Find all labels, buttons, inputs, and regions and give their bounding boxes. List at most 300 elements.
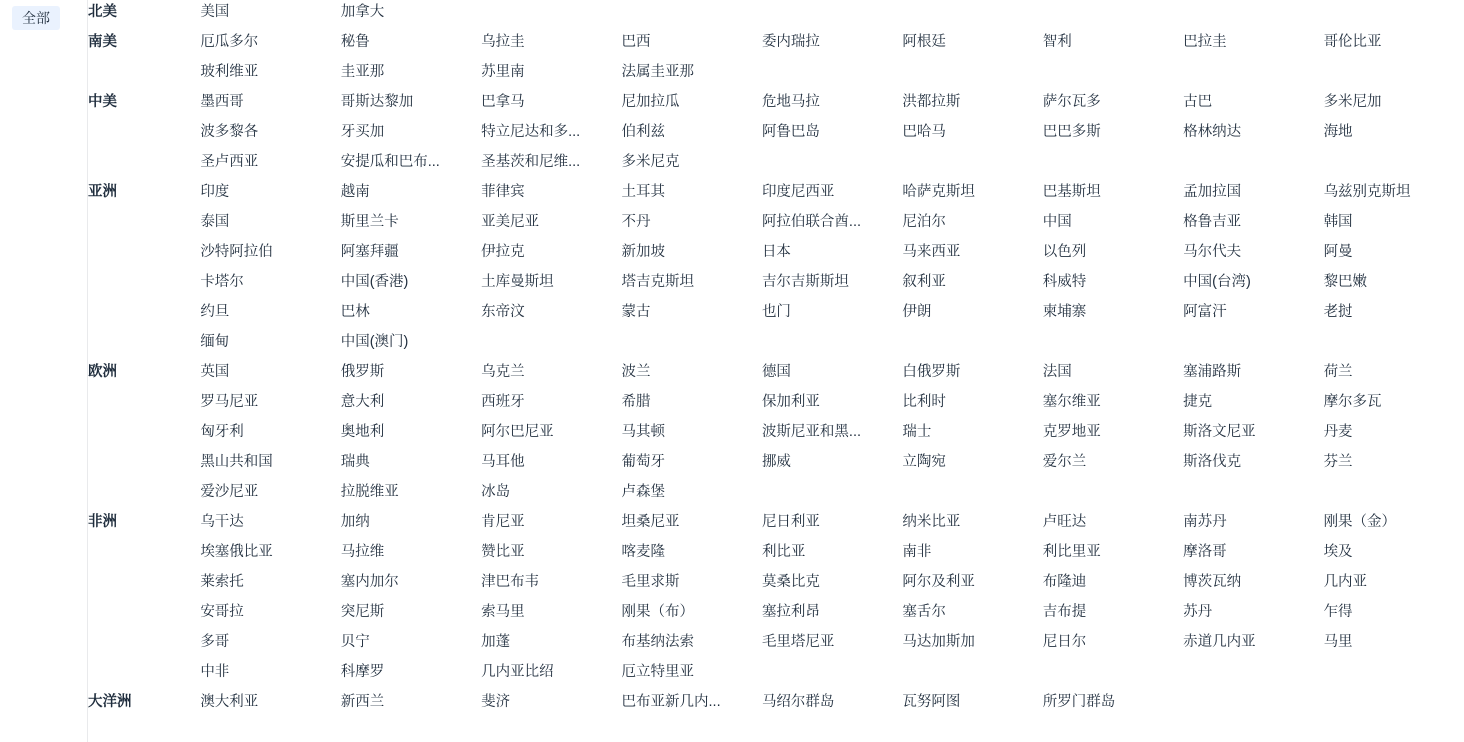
country-label[interactable]: 尼日尔 bbox=[1042, 634, 1087, 650]
country-label[interactable]: 克罗地亚 bbox=[1042, 424, 1101, 440]
country-cell[interactable] bbox=[622, 210, 762, 240]
country-cell[interactable] bbox=[481, 510, 621, 540]
country-cell[interactable] bbox=[902, 30, 1042, 60]
country-cell[interactable] bbox=[762, 180, 902, 210]
country-cell[interactable] bbox=[1324, 540, 1464, 570]
country-label[interactable]: 葡萄牙 bbox=[621, 454, 666, 470]
country-cell[interactable] bbox=[902, 510, 1042, 540]
country-label[interactable]: 巴林 bbox=[340, 304, 370, 320]
country-cell[interactable] bbox=[1183, 390, 1323, 420]
country-label[interactable]: 美国 bbox=[200, 4, 230, 20]
country-label[interactable]: 圣基茨和尼维... bbox=[481, 154, 581, 170]
country-label[interactable]: 塔吉克斯坦 bbox=[621, 274, 695, 290]
country-cell[interactable] bbox=[622, 660, 762, 690]
country-label[interactable]: 摩尔多瓦 bbox=[1323, 394, 1382, 410]
country-label[interactable]: 尼泊尔 bbox=[902, 214, 946, 230]
country-cell[interactable] bbox=[622, 180, 762, 210]
country-cell[interactable] bbox=[1183, 510, 1323, 540]
country-label[interactable]: 波多黎各 bbox=[200, 124, 259, 140]
country-label[interactable]: 赞比亚 bbox=[481, 544, 525, 560]
country-cell[interactable] bbox=[1183, 450, 1323, 480]
country-label[interactable]: 马绍尔群岛 bbox=[761, 694, 835, 710]
country-cell[interactable] bbox=[200, 450, 340, 480]
country-label[interactable]: 马来西亚 bbox=[902, 244, 961, 260]
country-label[interactable]: 缅甸 bbox=[200, 334, 230, 350]
country-label[interactable]: 圭亚那 bbox=[340, 64, 385, 80]
country-label[interactable]: 也门 bbox=[761, 304, 791, 320]
country-label[interactable]: 多米尼加 bbox=[1323, 94, 1382, 110]
country-label[interactable]: 希腊 bbox=[621, 394, 651, 410]
country-cell[interactable] bbox=[622, 240, 762, 270]
country-label[interactable]: 爱尔兰 bbox=[1042, 454, 1087, 470]
country-cell[interactable] bbox=[622, 390, 762, 420]
country-cell[interactable] bbox=[622, 480, 762, 510]
country-label[interactable]: 几内亚比绍 bbox=[481, 664, 554, 680]
country-label[interactable]: 俄罗斯 bbox=[340, 364, 385, 380]
country-cell[interactable] bbox=[902, 270, 1042, 300]
country-cell[interactable] bbox=[622, 30, 762, 60]
country-label[interactable]: 瑞典 bbox=[340, 454, 370, 470]
country-cell[interactable] bbox=[762, 300, 902, 330]
country-cell[interactable] bbox=[481, 390, 621, 420]
country-cell[interactable] bbox=[902, 210, 1042, 240]
country-cell[interactable] bbox=[481, 360, 621, 390]
country-label[interactable]: 阿塞拜疆 bbox=[340, 244, 399, 260]
country-label[interactable]: 法属圭亚那 bbox=[621, 64, 695, 80]
country-cell[interactable] bbox=[1324, 300, 1464, 330]
country-label[interactable]: 莫桑比克 bbox=[761, 574, 820, 590]
country-cell[interactable] bbox=[1324, 600, 1464, 630]
country-cell[interactable] bbox=[481, 90, 621, 120]
country-label[interactable]: 马达加斯加 bbox=[902, 634, 975, 650]
country-label[interactable]: 叙利亚 bbox=[902, 274, 946, 290]
country-cell[interactable] bbox=[481, 120, 621, 150]
country-label[interactable]: 特立尼达和多... bbox=[481, 124, 581, 140]
country-label[interactable]: 丹麦 bbox=[1323, 424, 1353, 440]
country-label[interactable]: 海地 bbox=[1323, 124, 1353, 140]
country-cell[interactable] bbox=[341, 330, 481, 360]
country-label[interactable]: 格鲁吉亚 bbox=[1183, 214, 1242, 230]
country-cell[interactable] bbox=[902, 240, 1042, 270]
country-label[interactable]: 墨西哥 bbox=[200, 94, 244, 110]
country-label[interactable]: 沙特阿拉伯 bbox=[200, 244, 273, 260]
country-cell[interactable] bbox=[762, 120, 902, 150]
country-label[interactable]: 马其顿 bbox=[621, 424, 666, 440]
country-cell[interactable] bbox=[1043, 270, 1183, 300]
country-label[interactable]: 中国(台湾) bbox=[1183, 274, 1251, 290]
country-cell[interactable] bbox=[1043, 420, 1183, 450]
country-cell[interactable] bbox=[1183, 600, 1323, 630]
country-label[interactable]: 阿尔及利亚 bbox=[902, 574, 975, 590]
country-label[interactable]: 博茨瓦纳 bbox=[1183, 574, 1242, 590]
country-label[interactable]: 毛里塔尼亚 bbox=[761, 634, 835, 650]
country-label[interactable]: 印度尼西亚 bbox=[761, 184, 835, 200]
country-label[interactable]: 阿根廷 bbox=[902, 34, 946, 50]
country-cell[interactable] bbox=[200, 570, 340, 600]
country-label[interactable]: 伯利兹 bbox=[621, 124, 666, 140]
country-label[interactable]: 斯洛文尼亚 bbox=[1183, 424, 1256, 440]
country-label[interactable]: 乌克兰 bbox=[481, 364, 525, 380]
country-cell[interactable] bbox=[622, 270, 762, 300]
country-cell[interactable] bbox=[1043, 90, 1183, 120]
country-label[interactable]: 伊朗 bbox=[902, 304, 932, 320]
country-cell[interactable] bbox=[762, 690, 902, 720]
country-label[interactable]: 所罗门群岛 bbox=[1042, 694, 1116, 710]
country-cell[interactable] bbox=[200, 330, 340, 360]
country-cell[interactable] bbox=[902, 90, 1042, 120]
country-cell[interactable] bbox=[762, 90, 902, 120]
country-cell[interactable] bbox=[200, 120, 340, 150]
country-cell[interactable] bbox=[1324, 90, 1464, 120]
country-cell[interactable] bbox=[341, 60, 481, 90]
country-label[interactable]: 马拉维 bbox=[340, 544, 385, 560]
country-cell[interactable] bbox=[200, 30, 340, 60]
country-label[interactable]: 秘鲁 bbox=[340, 34, 370, 50]
country-label[interactable]: 以色列 bbox=[1042, 244, 1087, 260]
country-label[interactable]: 瑞士 bbox=[902, 424, 932, 440]
country-label[interactable]: 马耳他 bbox=[481, 454, 525, 470]
country-cell[interactable] bbox=[341, 120, 481, 150]
country-cell[interactable] bbox=[902, 450, 1042, 480]
country-label[interactable]: 科威特 bbox=[1042, 274, 1087, 290]
country-cell[interactable] bbox=[1324, 240, 1464, 270]
country-label[interactable]: 巴西 bbox=[621, 34, 651, 50]
country-label[interactable]: 越南 bbox=[340, 184, 370, 200]
country-label[interactable]: 塞拉利昂 bbox=[761, 604, 820, 620]
country-label[interactable]: 突尼斯 bbox=[340, 604, 385, 620]
country-label[interactable]: 喀麦隆 bbox=[621, 544, 666, 560]
country-cell[interactable] bbox=[481, 150, 621, 180]
country-cell[interactable] bbox=[902, 180, 1042, 210]
country-label[interactable]: 波斯尼亚和黑... bbox=[761, 424, 862, 440]
country-label[interactable]: 波兰 bbox=[621, 364, 651, 380]
country-cell[interactable] bbox=[762, 540, 902, 570]
country-label[interactable]: 塞舌尔 bbox=[902, 604, 946, 620]
country-label[interactable]: 埃塞俄比亚 bbox=[200, 544, 273, 560]
country-cell[interactable] bbox=[1183, 570, 1323, 600]
country-cell[interactable] bbox=[341, 510, 481, 540]
country-label[interactable]: 澳大利亚 bbox=[200, 694, 259, 710]
country-cell[interactable] bbox=[902, 390, 1042, 420]
country-cell[interactable] bbox=[1183, 180, 1323, 210]
country-label[interactable]: 塞内加尔 bbox=[340, 574, 399, 590]
country-cell[interactable] bbox=[1183, 630, 1323, 660]
country-cell[interactable] bbox=[622, 150, 762, 180]
country-cell[interactable] bbox=[1043, 570, 1183, 600]
country-label[interactable]: 加纳 bbox=[340, 514, 370, 530]
country-label[interactable]: 索马里 bbox=[481, 604, 525, 620]
country-cell[interactable] bbox=[622, 300, 762, 330]
country-cell[interactable] bbox=[902, 420, 1042, 450]
country-cell[interactable] bbox=[200, 660, 340, 690]
country-cell[interactable] bbox=[481, 600, 621, 630]
country-cell[interactable] bbox=[762, 420, 902, 450]
country-cell[interactable] bbox=[341, 570, 481, 600]
country-label[interactable]: 罗马尼亚 bbox=[200, 394, 259, 410]
country-cell[interactable] bbox=[1183, 240, 1323, 270]
country-label[interactable]: 巴基斯坦 bbox=[1042, 184, 1101, 200]
country-cell[interactable] bbox=[622, 570, 762, 600]
country-label[interactable]: 拉脱维亚 bbox=[340, 484, 399, 500]
country-label[interactable]: 东帝汶 bbox=[481, 304, 525, 320]
country-label[interactable]: 黑山共和国 bbox=[200, 454, 273, 470]
country-cell[interactable] bbox=[622, 450, 762, 480]
country-label[interactable]: 乍得 bbox=[1323, 604, 1353, 620]
country-cell[interactable] bbox=[481, 570, 621, 600]
country-cell[interactable] bbox=[481, 660, 621, 690]
country-cell[interactable] bbox=[1324, 420, 1464, 450]
country-cell[interactable] bbox=[1043, 630, 1183, 660]
country-cell[interactable] bbox=[1043, 360, 1183, 390]
country-label[interactable]: 纳米比亚 bbox=[902, 514, 961, 530]
country-cell[interactable] bbox=[341, 450, 481, 480]
country-cell[interactable] bbox=[762, 30, 902, 60]
country-label[interactable]: 哈萨克斯坦 bbox=[902, 184, 975, 200]
country-cell[interactable] bbox=[1324, 30, 1464, 60]
country-cell[interactable] bbox=[762, 360, 902, 390]
country-cell[interactable] bbox=[1043, 30, 1183, 60]
country-label[interactable]: 利比亚 bbox=[761, 544, 806, 560]
country-label[interactable]: 阿曼 bbox=[1323, 244, 1353, 260]
country-label[interactable]: 厄瓜多尔 bbox=[200, 34, 259, 50]
country-label[interactable]: 瓦努阿图 bbox=[902, 694, 961, 710]
country-cell[interactable] bbox=[622, 690, 762, 720]
country-label[interactable]: 摩洛哥 bbox=[1183, 544, 1227, 560]
country-cell[interactable] bbox=[200, 480, 340, 510]
country-cell[interactable] bbox=[902, 630, 1042, 660]
country-label[interactable]: 德国 bbox=[761, 364, 791, 380]
country-cell[interactable] bbox=[762, 510, 902, 540]
country-cell[interactable] bbox=[1324, 120, 1464, 150]
country-cell[interactable] bbox=[341, 630, 481, 660]
country-label[interactable]: 莱索托 bbox=[200, 574, 244, 590]
country-cell[interactable] bbox=[341, 660, 481, 690]
country-cell[interactable] bbox=[902, 300, 1042, 330]
country-cell[interactable] bbox=[341, 30, 481, 60]
country-label[interactable]: 伊拉克 bbox=[481, 244, 525, 260]
country-label[interactable]: 卢旺达 bbox=[1042, 514, 1087, 530]
country-cell[interactable] bbox=[1324, 510, 1464, 540]
country-cell[interactable] bbox=[1043, 210, 1183, 240]
country-label[interactable]: 孟加拉国 bbox=[1183, 184, 1242, 200]
country-label[interactable]: 乌兹别克斯坦 bbox=[1323, 184, 1411, 200]
country-label[interactable]: 巴拉圭 bbox=[1183, 34, 1227, 50]
country-label[interactable]: 中国 bbox=[1042, 214, 1072, 230]
country-cell[interactable] bbox=[622, 60, 762, 90]
country-cell[interactable] bbox=[200, 60, 340, 90]
country-label[interactable]: 斐济 bbox=[481, 694, 511, 710]
country-cell[interactable] bbox=[622, 90, 762, 120]
country-label[interactable]: 荷兰 bbox=[1323, 364, 1353, 380]
country-label[interactable]: 毛里求斯 bbox=[621, 574, 680, 590]
country-cell[interactable] bbox=[762, 630, 902, 660]
country-label[interactable]: 苏丹 bbox=[1183, 604, 1213, 620]
country-label[interactable]: 法国 bbox=[1042, 364, 1072, 380]
country-cell[interactable] bbox=[1324, 630, 1464, 660]
country-cell[interactable] bbox=[341, 690, 481, 720]
country-cell[interactable] bbox=[481, 450, 621, 480]
country-cell[interactable] bbox=[341, 180, 481, 210]
country-label[interactable]: 尼加拉瓜 bbox=[621, 94, 680, 110]
country-cell[interactable] bbox=[1183, 120, 1323, 150]
country-label[interactable]: 津巴布韦 bbox=[481, 574, 540, 590]
country-label[interactable]: 奥地利 bbox=[340, 424, 385, 440]
country-cell[interactable] bbox=[481, 240, 621, 270]
country-label[interactable]: 立陶宛 bbox=[902, 454, 946, 470]
country-label[interactable]: 印度 bbox=[200, 184, 230, 200]
country-label[interactable]: 南非 bbox=[902, 544, 932, 560]
country-cell[interactable] bbox=[1324, 180, 1464, 210]
country-label[interactable]: 尼日利亚 bbox=[761, 514, 820, 530]
country-label[interactable]: 巴巴多斯 bbox=[1042, 124, 1101, 140]
country-label[interactable]: 马尔代夫 bbox=[1183, 244, 1242, 260]
country-label[interactable]: 新加坡 bbox=[621, 244, 666, 260]
country-label[interactable]: 日本 bbox=[761, 244, 791, 260]
country-cell[interactable] bbox=[762, 270, 902, 300]
country-cell[interactable] bbox=[1043, 390, 1183, 420]
country-label[interactable]: 塞浦路斯 bbox=[1183, 364, 1242, 380]
country-cell[interactable] bbox=[481, 270, 621, 300]
country-cell[interactable] bbox=[200, 0, 340, 30]
country-cell[interactable] bbox=[622, 120, 762, 150]
country-label[interactable]: 委内瑞拉 bbox=[761, 34, 820, 50]
country-label[interactable]: 土耳其 bbox=[621, 184, 666, 200]
country-label[interactable]: 智利 bbox=[1042, 34, 1072, 50]
country-label[interactable]: 埃及 bbox=[1323, 544, 1353, 560]
country-cell[interactable] bbox=[622, 540, 762, 570]
country-cell[interactable] bbox=[902, 570, 1042, 600]
country-cell[interactable] bbox=[200, 300, 340, 330]
country-cell[interactable] bbox=[762, 240, 902, 270]
country-label[interactable]: 冰岛 bbox=[481, 484, 511, 500]
country-label[interactable]: 危地马拉 bbox=[761, 94, 820, 110]
country-cell[interactable] bbox=[481, 630, 621, 660]
country-label[interactable]: 科摩罗 bbox=[340, 664, 385, 680]
country-cell[interactable] bbox=[341, 480, 481, 510]
country-cell[interactable] bbox=[762, 450, 902, 480]
country-cell[interactable] bbox=[1183, 30, 1323, 60]
country-cell[interactable] bbox=[762, 600, 902, 630]
country-label[interactable]: 白俄罗斯 bbox=[902, 364, 961, 380]
country-cell[interactable] bbox=[762, 570, 902, 600]
country-label[interactable]: 巴布亚新几内... bbox=[621, 694, 721, 710]
country-cell[interactable] bbox=[341, 270, 481, 300]
country-label[interactable]: 贝宁 bbox=[340, 634, 370, 650]
country-cell[interactable] bbox=[622, 360, 762, 390]
country-label[interactable]: 卡塔尔 bbox=[200, 274, 244, 290]
country-cell[interactable] bbox=[1043, 120, 1183, 150]
country-cell[interactable] bbox=[1324, 270, 1464, 300]
country-cell[interactable] bbox=[200, 360, 340, 390]
country-cell[interactable] bbox=[341, 420, 481, 450]
country-cell[interactable] bbox=[1183, 540, 1323, 570]
country-label[interactable]: 布隆迪 bbox=[1042, 574, 1087, 590]
country-cell[interactable] bbox=[1043, 450, 1183, 480]
country-cell[interactable] bbox=[341, 90, 481, 120]
country-cell[interactable] bbox=[1043, 180, 1183, 210]
country-label[interactable]: 塞尔维亚 bbox=[1042, 394, 1101, 410]
country-label[interactable]: 西班牙 bbox=[481, 394, 525, 410]
country-cell[interactable] bbox=[1324, 210, 1464, 240]
country-cell[interactable] bbox=[1043, 600, 1183, 630]
country-cell[interactable] bbox=[1043, 540, 1183, 570]
country-label[interactable]: 刚果（布） bbox=[621, 604, 695, 620]
country-label[interactable]: 巴拿马 bbox=[481, 94, 525, 110]
country-label[interactable]: 几内亚 bbox=[1323, 574, 1368, 590]
country-label[interactable]: 坦桑尼亚 bbox=[621, 514, 680, 530]
country-cell[interactable] bbox=[481, 180, 621, 210]
country-label[interactable]: 意大利 bbox=[340, 394, 385, 410]
country-label[interactable]: 圣卢西亚 bbox=[200, 154, 259, 170]
country-cell[interactable] bbox=[1324, 450, 1464, 480]
country-label[interactable]: 布基纳法索 bbox=[621, 634, 695, 650]
country-cell[interactable] bbox=[1043, 690, 1183, 720]
country-cell[interactable] bbox=[902, 600, 1042, 630]
country-cell[interactable] bbox=[341, 390, 481, 420]
country-label[interactable]: 卢森堡 bbox=[621, 484, 666, 500]
country-label[interactable]: 格林纳达 bbox=[1183, 124, 1242, 140]
country-cell[interactable] bbox=[341, 150, 481, 180]
country-label[interactable]: 多米尼克 bbox=[621, 154, 680, 170]
country-cell[interactable] bbox=[1183, 300, 1323, 330]
country-label[interactable]: 洪都拉斯 bbox=[902, 94, 961, 110]
country-cell[interactable] bbox=[481, 210, 621, 240]
country-cell[interactable] bbox=[200, 690, 340, 720]
country-label[interactable]: 肯尼亚 bbox=[481, 514, 525, 530]
country-cell[interactable] bbox=[200, 600, 340, 630]
country-label[interactable]: 南苏丹 bbox=[1183, 514, 1227, 530]
country-cell[interactable] bbox=[481, 420, 621, 450]
country-cell[interactable] bbox=[622, 630, 762, 660]
country-label[interactable]: 保加利亚 bbox=[761, 394, 820, 410]
country-label[interactable]: 刚果（金） bbox=[1323, 514, 1397, 530]
country-cell[interactable] bbox=[481, 30, 621, 60]
country-label[interactable]: 乌拉圭 bbox=[481, 34, 525, 50]
filter-all-chip[interactable]: 全部 bbox=[12, 6, 60, 30]
country-label[interactable]: 安提瓜和巴布... bbox=[340, 154, 440, 170]
country-cell[interactable] bbox=[341, 360, 481, 390]
country-label[interactable]: 泰国 bbox=[200, 214, 230, 230]
country-label[interactable]: 亚美尼亚 bbox=[481, 214, 540, 230]
country-label[interactable]: 赤道几内亚 bbox=[1183, 634, 1256, 650]
country-label[interactable]: 土库曼斯坦 bbox=[481, 274, 554, 290]
country-label[interactable]: 韩国 bbox=[1323, 214, 1353, 230]
country-label[interactable]: 比利时 bbox=[902, 394, 946, 410]
country-cell[interactable] bbox=[481, 60, 621, 90]
country-label[interactable]: 不丹 bbox=[621, 214, 651, 230]
country-label[interactable]: 蒙古 bbox=[621, 304, 651, 320]
country-cell[interactable] bbox=[341, 240, 481, 270]
country-label[interactable]: 加拿大 bbox=[340, 4, 385, 20]
country-label[interactable]: 菲律宾 bbox=[481, 184, 525, 200]
country-cell[interactable] bbox=[200, 210, 340, 240]
country-label[interactable]: 黎巴嫩 bbox=[1323, 274, 1368, 290]
country-label[interactable]: 马里 bbox=[1323, 634, 1353, 650]
country-cell[interactable] bbox=[622, 420, 762, 450]
country-label[interactable]: 斯洛伐克 bbox=[1183, 454, 1242, 470]
country-label[interactable]: 利比里亚 bbox=[1042, 544, 1101, 560]
country-label[interactable]: 加蓬 bbox=[481, 634, 511, 650]
country-cell[interactable] bbox=[200, 270, 340, 300]
country-cell[interactable] bbox=[1183, 360, 1323, 390]
country-label[interactable]: 苏里南 bbox=[481, 64, 525, 80]
country-cell[interactable] bbox=[1043, 300, 1183, 330]
country-cell[interactable] bbox=[341, 540, 481, 570]
country-label[interactable]: 老挝 bbox=[1323, 304, 1353, 320]
country-cell[interactable] bbox=[1043, 510, 1183, 540]
country-cell[interactable] bbox=[200, 420, 340, 450]
country-cell[interactable] bbox=[341, 210, 481, 240]
